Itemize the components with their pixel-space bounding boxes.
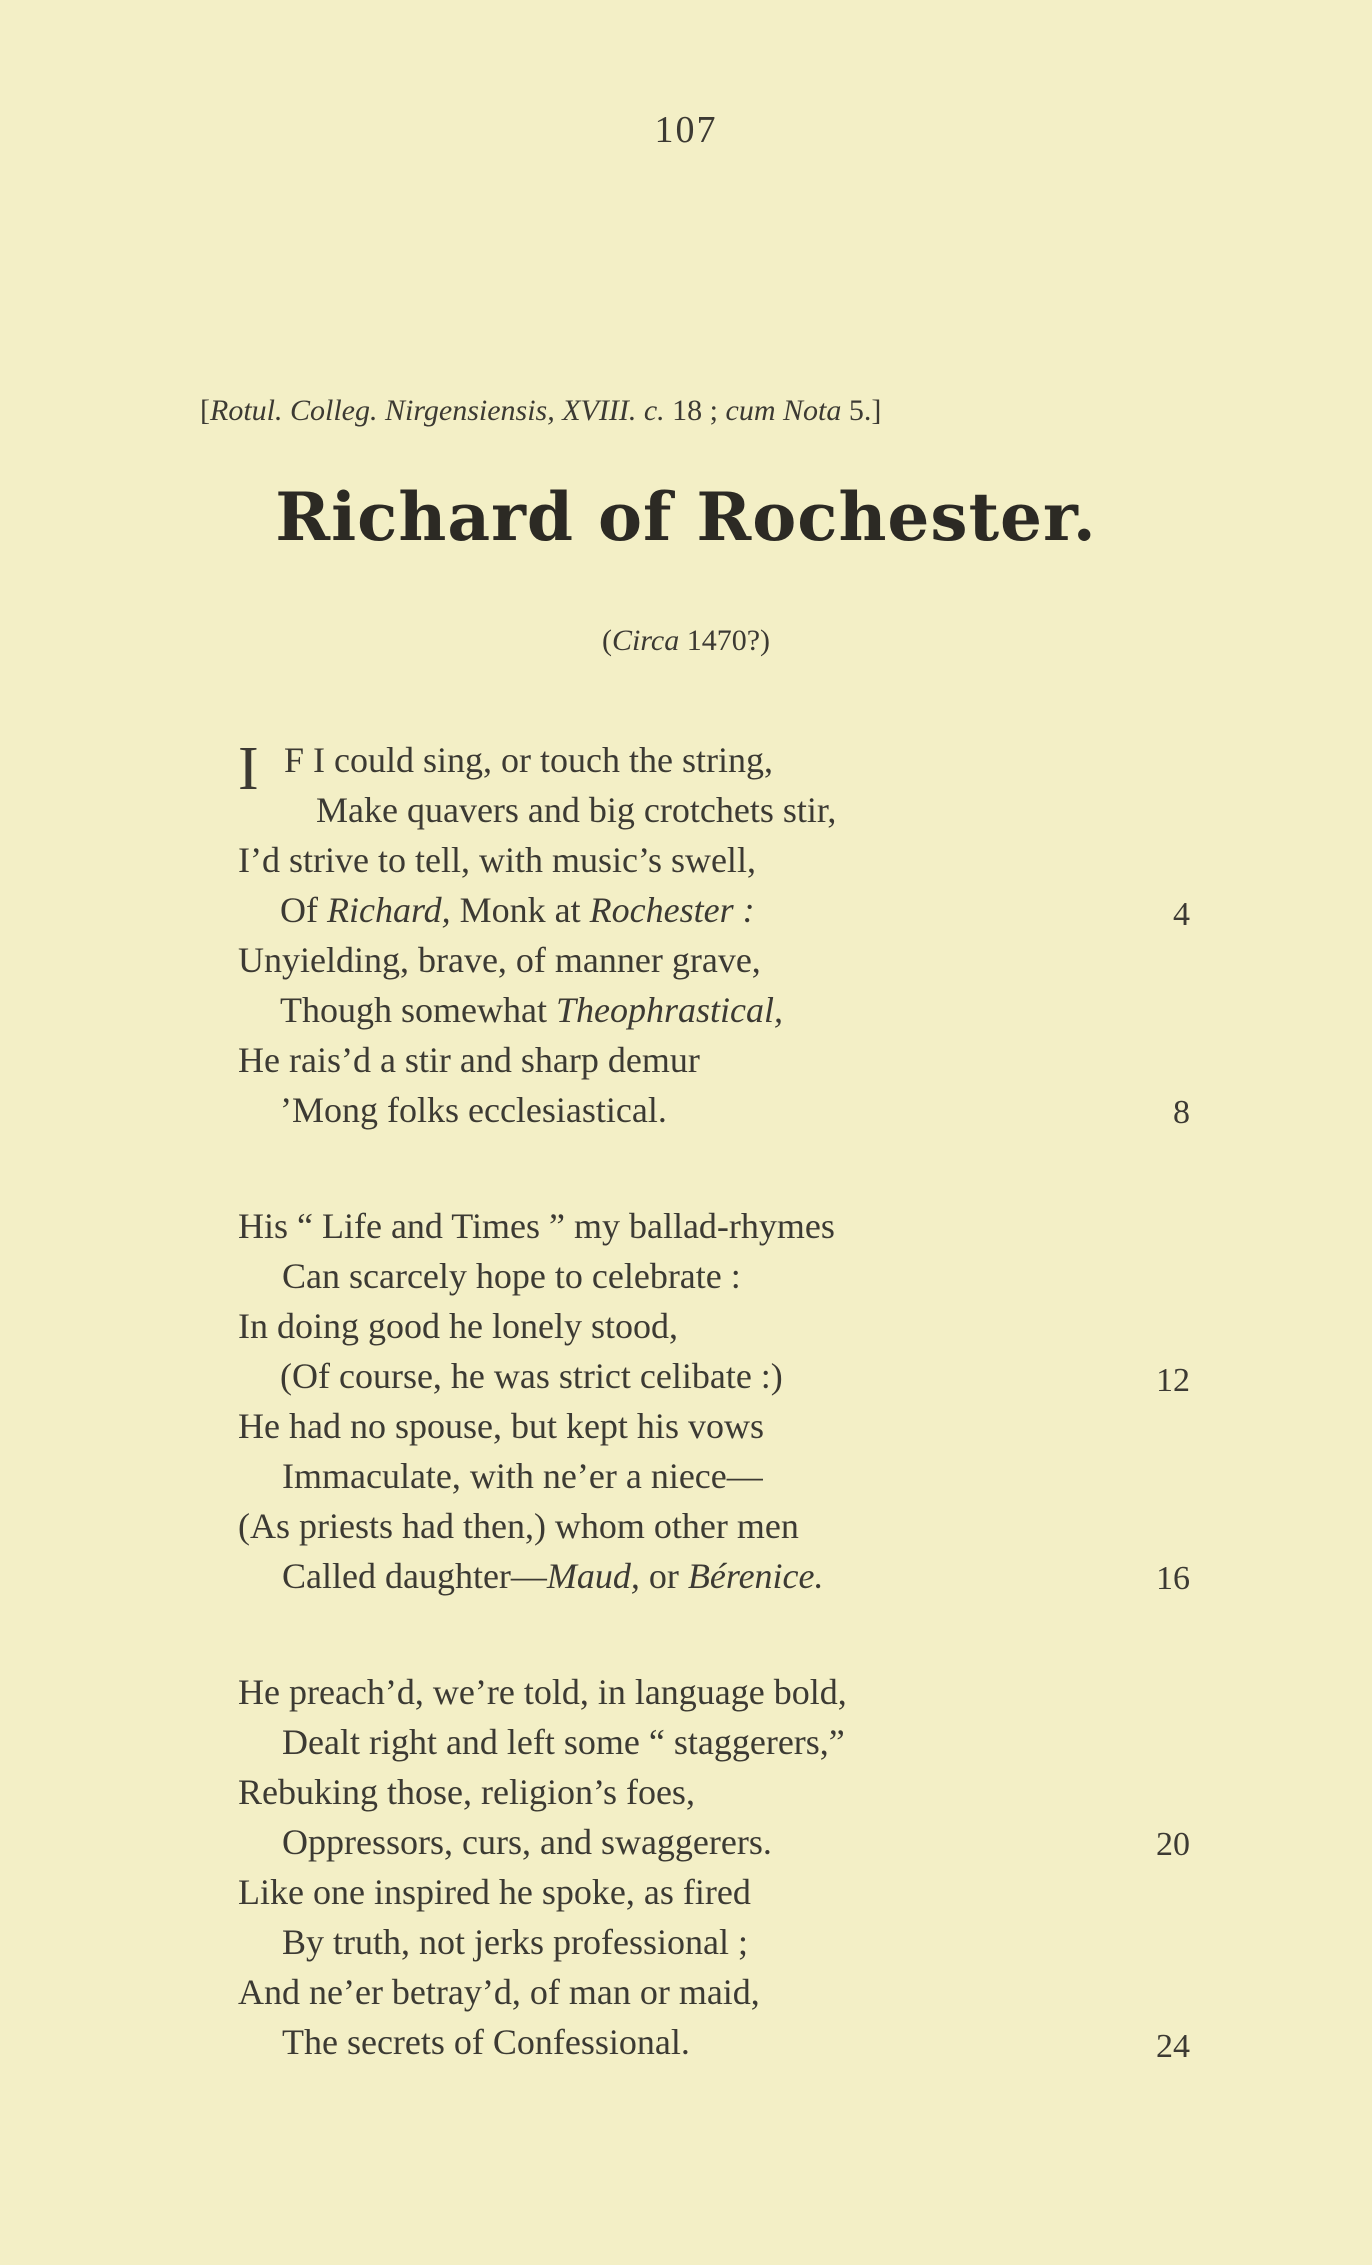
poem-line: Dealt right and left some “ staggerers,” [282, 1722, 845, 1762]
poem-line: Can scarcely hope to celebrate : [282, 1256, 741, 1296]
poem-line [280, 992, 783, 1028]
source-note-close: 5.] [841, 394, 882, 427]
poem-line: ’Mong folks ecclesiastical. [280, 1090, 667, 1130]
date-year: 1470?) [679, 624, 771, 657]
poem-line-part: Of [280, 890, 327, 930]
poem-line: Immaculate, with ne’er a niece— [282, 1456, 763, 1496]
poem-line [280, 892, 755, 928]
date-line [0, 624, 1372, 658]
poem-line: By truth, not jerks professional ; [282, 1922, 748, 1962]
line-number: 4 [1173, 896, 1190, 933]
poem-line: Unyielding, brave, of manner grave, [238, 940, 761, 980]
poem-line: I’d strive to tell, with music’s swell, [238, 840, 756, 880]
source-note-cum: cum Nota [725, 394, 842, 427]
date-open: ( [601, 624, 612, 657]
source-note [200, 394, 881, 428]
line-number: 16 [1156, 1560, 1190, 1597]
line-number: 12 [1156, 1362, 1190, 1399]
poem-line-part: or [639, 1556, 688, 1596]
poem-line-italic: Maud, [546, 1556, 640, 1596]
poem-line: Rebuking those, religion’s foes, [238, 1772, 695, 1812]
poem-line: His “ Life and Times ” my ballad-rhymes [238, 1206, 835, 1246]
poem-line-part: Monk at [450, 890, 590, 930]
page-number: 107 [654, 109, 718, 151]
poem-line: F I could sing, or touch the string, [284, 740, 773, 780]
poem-title: Richard of Rochester. [275, 478, 1097, 556]
poem-line: In doing good he lonely stood, [238, 1306, 678, 1346]
poem-line-part: Called daughter— [282, 1556, 547, 1596]
poem-line-italic: Bérenice. [687, 1556, 824, 1596]
poem-line: He preach’d, we’re told, in language bold, [238, 1672, 847, 1712]
date-circa: Circa [611, 624, 680, 657]
poem-line-italic: Rochester : [589, 890, 755, 930]
poem-line: The secrets of Confessional. [282, 2022, 690, 2062]
poem-line: And ne’er betray’d, of man or maid, [238, 1972, 760, 2012]
source-note-open: [ [200, 394, 210, 427]
poem-line: He had no spouse, but kept his vows [238, 1406, 764, 1446]
drop-cap: I [238, 735, 259, 803]
poem-line-italic: Theophrastical, [555, 990, 783, 1030]
poem-line-italic: Richard, [327, 890, 451, 930]
poem-line: Oppressors, curs, and swaggerers. [282, 1822, 772, 1862]
poem-line-part: Though somewhat [280, 990, 556, 1030]
poem-line: (As priests had then,) whom other men [238, 1506, 799, 1546]
line-number: 8 [1173, 1094, 1190, 1131]
poem-line [282, 1558, 824, 1594]
source-note-num: 18 ; [664, 394, 726, 427]
line-number: 24 [1156, 2028, 1190, 2065]
poem-line: He rais’d a stir and sharp demur [238, 1040, 700, 1080]
poem-line: Make quavers and big crotchets stir, [316, 790, 837, 830]
poem-line: Like one inspired he spoke, as fired [238, 1872, 751, 1912]
line-number: 20 [1156, 1826, 1190, 1863]
poem-line: (Of course, he was strict celibate :) [280, 1356, 783, 1396]
source-note-rotul: Rotul. Colleg. Nirgensiensis, XVIII. c. [210, 394, 665, 427]
